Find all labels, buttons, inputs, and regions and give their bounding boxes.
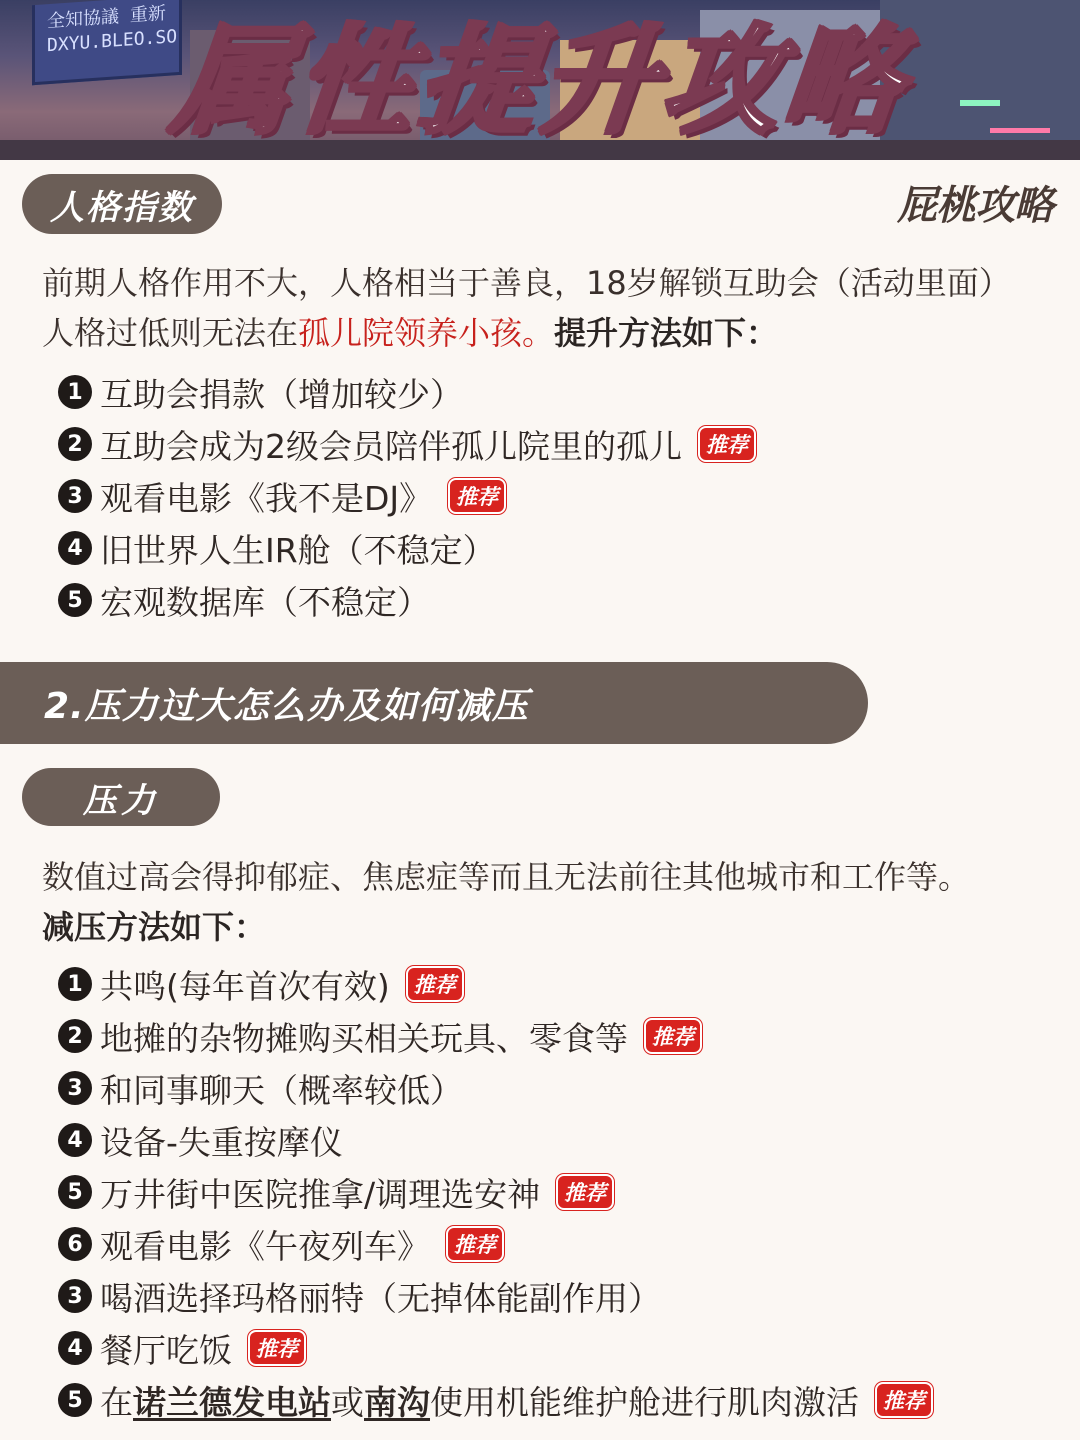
personality-description bbox=[42, 258, 1042, 358]
list-item bbox=[58, 1010, 1058, 1062]
list-item bbox=[58, 1114, 1058, 1166]
item-text: 观看电影《我不是DJ》 bbox=[100, 478, 433, 518]
number-badge: 4 bbox=[58, 531, 92, 565]
highlight-text: 孤儿院领养小孩。 bbox=[298, 314, 555, 352]
number-badge: 5 bbox=[58, 583, 92, 617]
stress-description bbox=[42, 852, 1042, 952]
number-badge: 3 bbox=[58, 1279, 92, 1313]
item-text: 在 bbox=[100, 1382, 133, 1422]
recommend-badge: 推荐 bbox=[448, 478, 506, 514]
personality-method-list bbox=[58, 366, 1058, 626]
number-badge: 2 bbox=[58, 1019, 92, 1053]
item-text: 地摊的杂物摊购买相关玩具、零食等 bbox=[100, 1018, 628, 1058]
list-item bbox=[58, 1218, 1058, 1270]
item-text: 互助会捐款（增加较少） bbox=[100, 374, 463, 414]
recommend-badge: 推荐 bbox=[698, 426, 756, 462]
banner-neon-light bbox=[990, 128, 1050, 133]
section-pill-stress: 压力 bbox=[22, 768, 220, 826]
item-text: 万井街中医院推拿/调理选安神 bbox=[100, 1174, 541, 1214]
stress-method-list bbox=[58, 958, 1058, 1426]
list-item bbox=[58, 1166, 1058, 1218]
number-badge: 1 bbox=[58, 375, 92, 409]
number-badge: 2 bbox=[58, 427, 92, 461]
method-heading: 提升方法如下： bbox=[554, 314, 779, 352]
recommend-badge: 推荐 bbox=[875, 1382, 933, 1418]
list-item bbox=[58, 470, 1058, 522]
number-badge: 4 bbox=[58, 1123, 92, 1157]
item-text: 餐厅吃饭 bbox=[100, 1330, 232, 1370]
number-badge: 3 bbox=[58, 479, 92, 513]
number-badge: 5 bbox=[58, 1383, 92, 1417]
list-item bbox=[58, 1062, 1058, 1114]
item-text: 和同事聊天（概率较低） bbox=[100, 1070, 463, 1110]
number-badge: 1 bbox=[58, 967, 92, 1001]
item-text: 共鸣(每年首次有效) bbox=[100, 966, 390, 1006]
item-text: 喝酒选择玛格丽特（无掉体能副作用） bbox=[100, 1278, 661, 1318]
page-title: 属性提升攻略 bbox=[166, 12, 914, 150]
header-banner bbox=[0, 0, 1080, 160]
item-text: 互助会成为2级会员陪伴孤儿院里的孤儿 bbox=[100, 426, 682, 466]
description-text: 数值过高会得抑郁症、焦虑症等而且无法前往其他城市和工作等。 bbox=[42, 858, 971, 896]
recommend-badge: 推荐 bbox=[446, 1226, 504, 1262]
list-item bbox=[58, 1374, 1058, 1426]
banner-sign: 全知協議 重新 DXYU.BLEO.SO bbox=[32, 0, 182, 85]
list-item bbox=[58, 1270, 1058, 1322]
location-name: 南沟 bbox=[364, 1382, 430, 1422]
item-text: 旧世界人生IR舱（不稳定） bbox=[100, 530, 496, 570]
item-text: 或 bbox=[331, 1382, 364, 1422]
list-item bbox=[58, 958, 1058, 1010]
recommend-badge: 推荐 bbox=[406, 966, 464, 1002]
number-badge: 6 bbox=[58, 1227, 92, 1261]
list-item bbox=[58, 1322, 1058, 1374]
item-text: 观看电影《午夜列车》 bbox=[100, 1226, 430, 1266]
list-item bbox=[58, 522, 1058, 574]
number-badge: 3 bbox=[58, 1071, 92, 1105]
list-item bbox=[58, 366, 1058, 418]
section-pill-personality: 人格指数 bbox=[22, 174, 222, 234]
brand-logo: 屁桃攻略 bbox=[897, 181, 1053, 229]
number-badge: 5 bbox=[58, 1175, 92, 1209]
item-text: 设备-失重按摩仪 bbox=[100, 1122, 343, 1162]
description-text: 前期人格作用不大，人格相当于善良，18岁解锁互助会（活动里面）人格过低则无法在 bbox=[42, 264, 1011, 352]
recommend-badge: 推荐 bbox=[556, 1174, 614, 1210]
item-text: 宏观数据库（不稳定） bbox=[100, 582, 430, 622]
location-name: 诺兰德发电站 bbox=[133, 1382, 331, 1422]
recommend-badge: 推荐 bbox=[644, 1018, 702, 1054]
recommend-badge: 推荐 bbox=[248, 1330, 306, 1366]
method-heading: 减压方法如下： bbox=[42, 908, 267, 946]
section-header-stress: 2.压力过大怎么办及如何减压 bbox=[0, 662, 868, 744]
list-item bbox=[58, 574, 1058, 626]
number-badge: 4 bbox=[58, 1331, 92, 1365]
item-text: 使用机能维护舱进行肌肉激活 bbox=[430, 1382, 859, 1422]
list-item bbox=[58, 418, 1058, 470]
